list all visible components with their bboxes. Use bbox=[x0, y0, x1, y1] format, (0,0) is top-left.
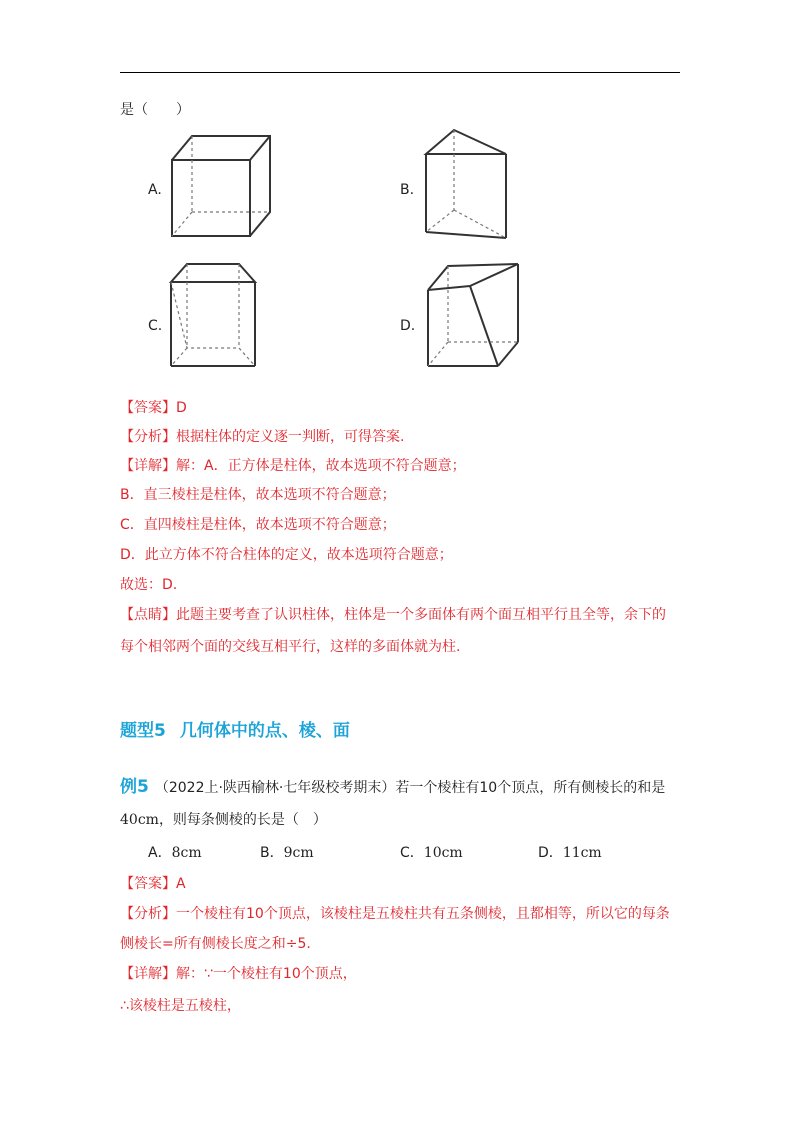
example-stem-line2 bbox=[120, 810, 327, 830]
option-b-prism-figure bbox=[418, 122, 518, 242]
option-b-label: B. bbox=[400, 182, 415, 198]
q4-analysis-line bbox=[120, 427, 404, 447]
q5-detail-line2: ∴该棱柱是五棱柱， bbox=[120, 998, 241, 1014]
q4-comment-line bbox=[120, 605, 666, 625]
q4-comment-line2: 每个相邻两个面的交线互相平行，这样的多面体就为柱. bbox=[120, 639, 461, 655]
q4-detail-b: B．直三棱柱是柱体，故本选项不符合题意； bbox=[120, 487, 396, 503]
example-stem bbox=[120, 772, 665, 797]
choice-b-label: B． bbox=[260, 845, 284, 861]
q5-detail-line bbox=[120, 964, 357, 984]
question-tail: 是（ ） bbox=[120, 102, 190, 118]
q4-final-choice: 故选：D. bbox=[120, 577, 178, 593]
choice-d-value: 11cm bbox=[562, 845, 602, 861]
comment-text: 此题主要考查了认识柱体，柱体是一个多面体有两个面互相平行且全等，余下的 bbox=[176, 607, 666, 623]
q5-answer-line bbox=[120, 874, 186, 894]
option-d-label: D. bbox=[400, 318, 416, 334]
answer-tag: 【答案】 bbox=[120, 876, 176, 892]
q4-detail-d: D．此立方体不符合柱体的定义，故本选项符合题意； bbox=[120, 547, 453, 563]
q4-detail-c: C．直四棱柱是柱体，故本选项不符合题意； bbox=[120, 517, 396, 533]
answer-value: A bbox=[176, 876, 186, 892]
q5-analysis-line2: 侧棱长=所有侧棱长度之和÷5. bbox=[120, 936, 311, 952]
analysis-tag: 【分析】 bbox=[120, 429, 176, 445]
choice-a-value: 8cm bbox=[171, 845, 202, 861]
choice-a[interactable] bbox=[148, 842, 202, 862]
option-d-solid-figure bbox=[418, 258, 528, 373]
analysis-text: 根据柱体的定义逐一判断，可得答案. bbox=[176, 429, 405, 445]
q4-detail-line bbox=[120, 456, 466, 476]
choice-c-value: 10cm bbox=[423, 845, 463, 861]
analysis-text: 一个棱柱有10个顶点，该棱柱是五棱柱共有五条侧棱，且都相等，所以它的每条 bbox=[176, 906, 670, 922]
q5-analysis-line bbox=[120, 904, 670, 924]
choice-c-label: C． bbox=[400, 845, 424, 861]
answer-value: D bbox=[176, 400, 187, 416]
option-a-label: A. bbox=[148, 182, 162, 198]
option-c-label: C. bbox=[148, 318, 163, 334]
answer-tag: 【答案】 bbox=[120, 400, 176, 416]
q4-answer-line bbox=[120, 398, 187, 418]
stem-value: 40cm bbox=[120, 812, 159, 828]
comment-tag: 【点睛】 bbox=[120, 607, 176, 623]
choice-d[interactable] bbox=[538, 842, 602, 862]
example-badge: 例5 bbox=[120, 777, 149, 797]
choice-c[interactable] bbox=[400, 842, 463, 862]
detail-text: 解：∵一个棱柱有10个顶点， bbox=[176, 966, 357, 982]
example-stem-line1: 若一个棱柱有10个顶点，所有侧棱长的和是 bbox=[395, 780, 666, 796]
choice-b-value: 9cm bbox=[283, 845, 314, 861]
analysis-tag: 【分析】 bbox=[120, 906, 176, 922]
section-heading bbox=[120, 716, 350, 741]
stem-text: ，则每条侧棱的长是（ ） bbox=[158, 812, 327, 828]
choice-d-label: D． bbox=[538, 845, 563, 861]
detail-text: 解：A．正方体是柱体，故本选项不符合题意； bbox=[176, 458, 466, 474]
detail-tag: 【详解】 bbox=[120, 458, 176, 474]
choice-a-label: A． bbox=[148, 845, 172, 861]
option-a-cube-figure bbox=[165, 128, 280, 240]
option-c-prism-figure bbox=[165, 258, 265, 373]
detail-tag: 【详解】 bbox=[120, 966, 176, 982]
example-source: （2022上·陕西榆林·七年级校考期末） bbox=[154, 780, 396, 796]
section-label: 题型5 bbox=[120, 721, 166, 741]
section-title-text: 几何体中的点、棱、面 bbox=[179, 721, 350, 741]
header-rule bbox=[120, 72, 680, 73]
choice-b[interactable] bbox=[260, 842, 314, 862]
